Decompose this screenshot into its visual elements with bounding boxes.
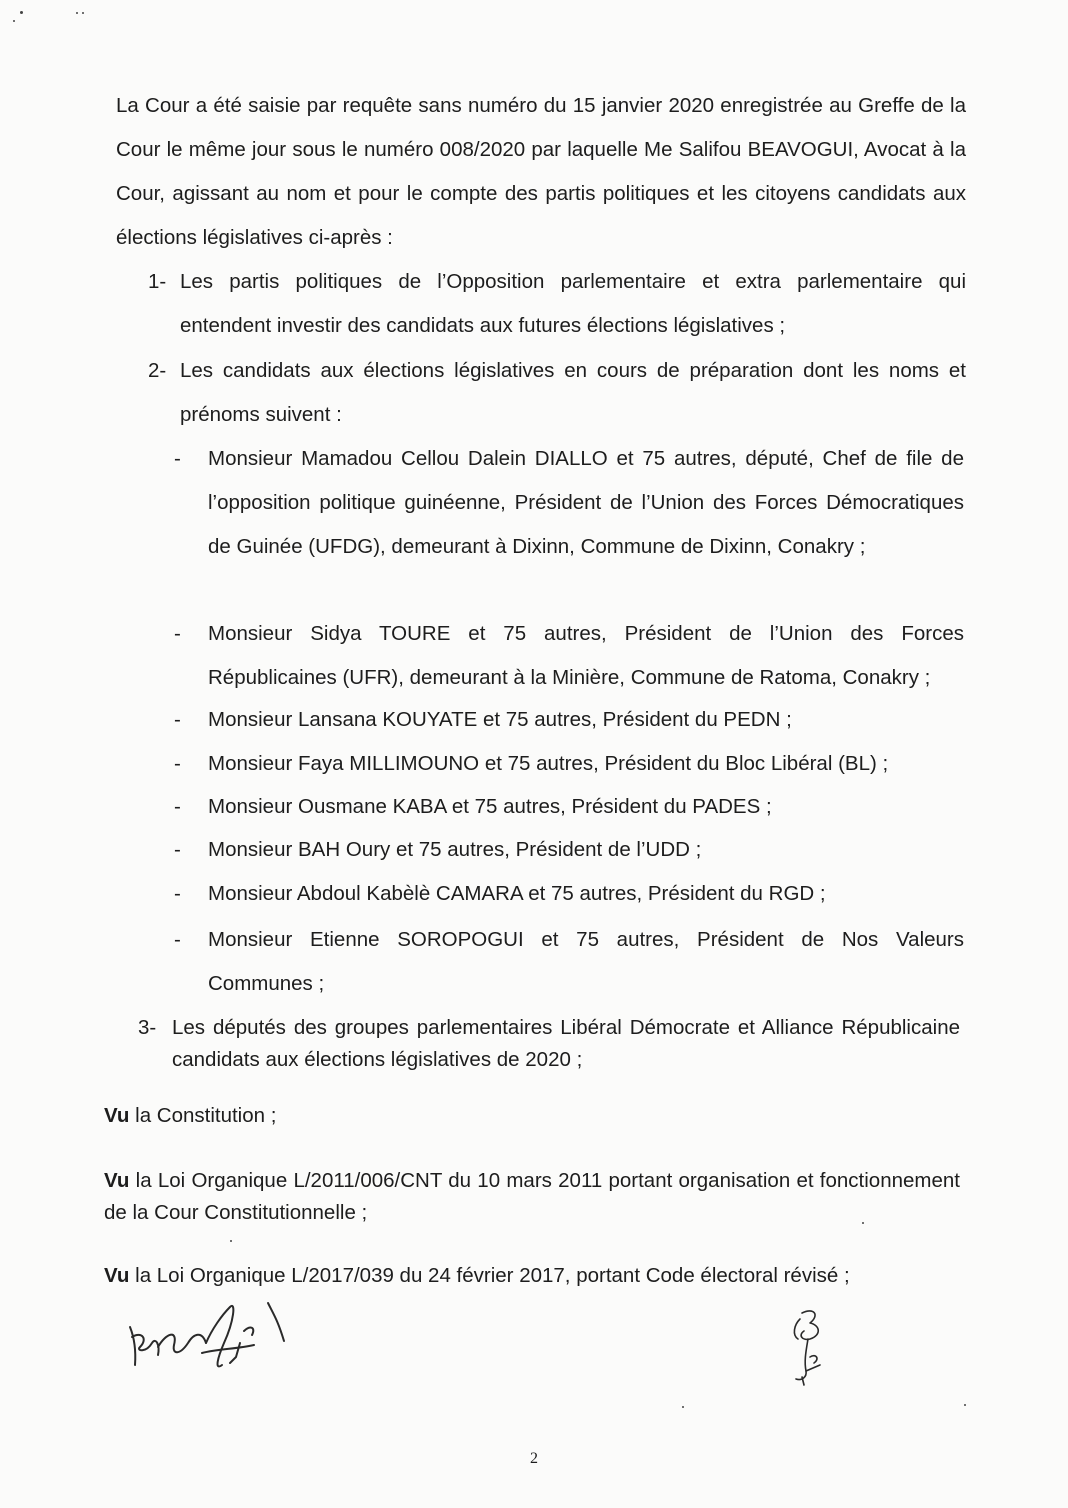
candidate-item <box>174 828 964 872</box>
vu-label: Vu <box>104 1264 130 1287</box>
list-item-number: 2- <box>148 359 167 382</box>
dash-bullet: - <box>174 622 181 645</box>
scan-speck <box>964 1404 966 1406</box>
list-item-number: 1- <box>148 270 167 293</box>
dash-bullet: - <box>174 752 181 775</box>
dash-bullet: - <box>174 795 181 818</box>
candidate-text: Monsieur Lansana KOUYATE et 75 autres, Président du PEDN ; <box>208 708 792 731</box>
vu-text: la Constitution ; <box>129 1104 277 1127</box>
scan-speck <box>13 20 15 22</box>
scan-speck <box>682 1406 684 1408</box>
candidate-text: Monsieur Sidya TOURE et 75 autres, Président de l’Union des Forces Républicaines (UFR), demeurant à la Minière, Commune de Ratoma, Conakry ; <box>208 622 964 689</box>
list-item-text: Les partis politiques de l’Opposition parlementaire et extra parlementaire qui entendent investir des candidats aux futures élections législatives ; <box>180 270 966 337</box>
candidate-text: Monsieur Faya MILLIMOUNO et 75 autres, Président du Bloc Libéral (BL) ; <box>208 752 889 775</box>
candidate-text: Monsieur Mamadou Cellou Dalein DIALLO et 75 autres, député, Chef de file de l’opposition politique guinéenne, Président de l’Union des Forces Démocratiques de Guinée (UFDG), demeurant à Dixinn, Commune de Dixinn, Conakry ; <box>208 447 964 558</box>
dash-bullet: - <box>174 882 181 905</box>
candidate-text: Monsieur Ousmane KABA et 75 autres, Président du PADES ; <box>208 795 772 818</box>
signature-left <box>118 1285 308 1385</box>
candidate-item <box>174 872 964 916</box>
dash-bullet: - <box>174 447 181 470</box>
candidate-item <box>174 698 964 742</box>
candidate-item <box>174 785 964 829</box>
candidate-item <box>174 437 964 569</box>
candidate-text: Monsieur Abdoul Kabèlè CAMARA et 75 autres, Président du RGD ; <box>208 882 826 905</box>
scan-speck <box>20 11 23 14</box>
list-item-text: Les députés des groupes parlementaires Libéral Démocrate et Alliance Républicaine candidats aux élections législatives de 2020 ; <box>172 1016 960 1071</box>
vu-constitution <box>104 1100 960 1132</box>
list-item-3 <box>138 1012 960 1076</box>
candidate-text: Monsieur Etienne SOROPOGUI et 75 autres, Président de Nos Valeurs Communes ; <box>208 928 964 995</box>
vu-label: Vu <box>104 1104 130 1127</box>
scan-speck <box>76 12 78 14</box>
list-item-number: 3- <box>138 1016 157 1039</box>
vu-text: la Loi Organique L/2017/039 du 24 février 2017, portant Code électoral révisé ; <box>129 1264 850 1287</box>
candidate-item <box>174 742 964 786</box>
list-item-text: Les candidats aux élections législatives en cours de préparation dont les noms et prénoms suivent : <box>180 359 966 426</box>
dash-bullet: - <box>174 838 181 861</box>
scan-speck <box>82 12 84 14</box>
scan-speck <box>230 1240 232 1242</box>
initials-right <box>780 1305 840 1390</box>
dash-bullet: - <box>174 928 181 951</box>
list-item-2 <box>148 349 966 437</box>
scan-speck <box>862 1222 864 1224</box>
candidate-item <box>174 918 964 1006</box>
vu-text: la Loi Organique L/2011/006/CNT du 10 mars 2011 portant organisation et fonctionnement de la Cour Constitutionnelle ; <box>104 1169 960 1224</box>
intro-paragraph: La Cour a été saisie par requête sans numéro du 15 janvier 2020 enregistrée au Greffe de la Cour le même jour sous le numéro 008/2020 par laquelle Me Salifou BEAVOGUI, Avocat à la Cour, agissant au nom et pour le compte des partis politiques et les citoyens candidats aux élections législatives ci-après : <box>116 94 966 249</box>
list-item-1 <box>148 260 966 348</box>
page-number: 2 <box>530 1450 538 1467</box>
vu-loi-organique-2011 <box>104 1165 960 1229</box>
candidate-item <box>174 612 964 700</box>
dash-bullet: - <box>174 708 181 731</box>
vu-label: Vu <box>104 1169 130 1192</box>
candidate-text: Monsieur BAH Oury et 75 autres, Président de l’UDD ; <box>208 838 702 861</box>
